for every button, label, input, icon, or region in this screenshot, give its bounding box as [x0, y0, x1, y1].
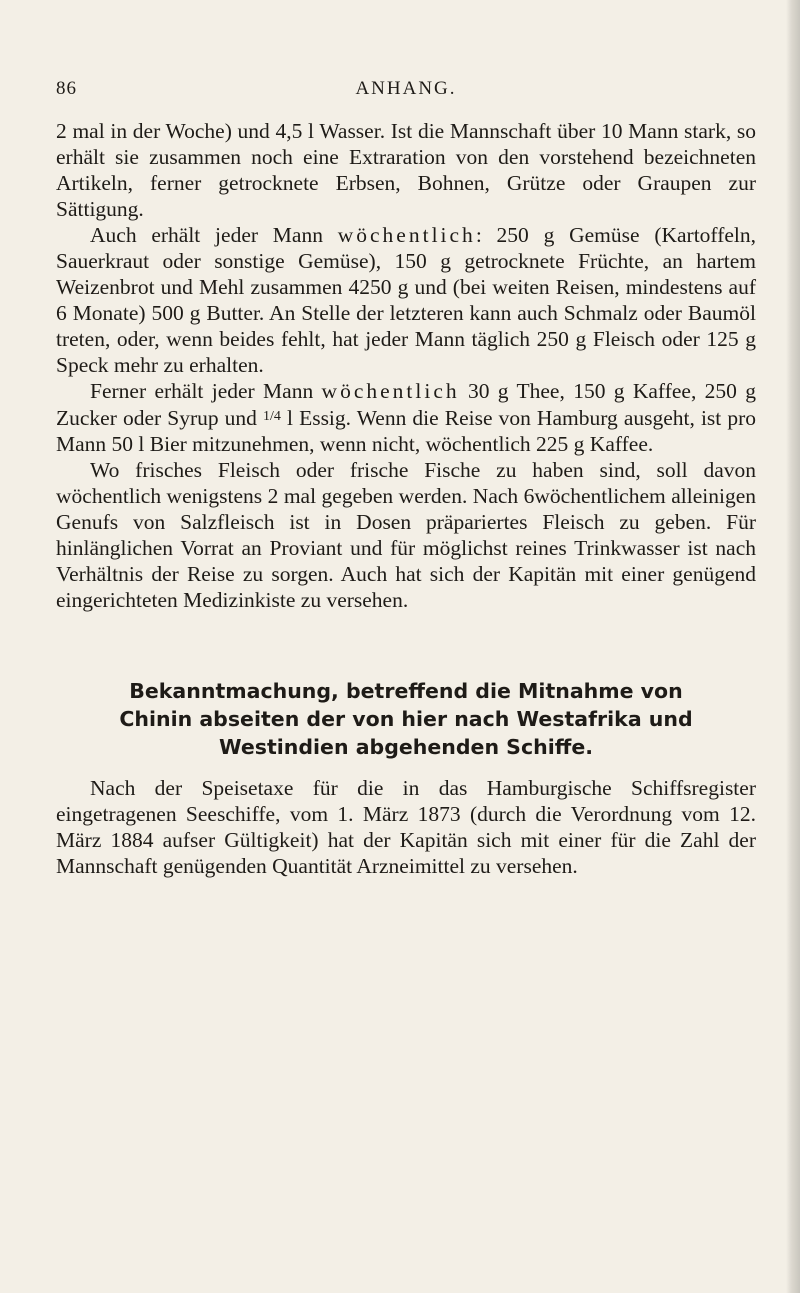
page-number: 86	[56, 78, 77, 99]
paragraph-3-rest: l Essig. Wenn die Reise von Hamburg ausgeht, ist pro Mann 50 l Bier mitzunehmen, wenn nicht, wöchentlich 225 g Kaffee.	[56, 406, 757, 456]
paragraph-3-mid: 30 g Thee, 150 g Kaffee, 250 g Zucker oder Syrup und	[56, 379, 757, 430]
paragraph-2	[56, 222, 756, 378]
section-heading-line-1: Bekanntmachung, betreffend die Mitnahme von	[129, 679, 683, 703]
book-page	[56, 0, 756, 879]
paragraph-3	[56, 378, 756, 457]
paragraph-2-emphasis: wöchentlich	[337, 223, 476, 247]
paragraph-3-start: Ferner erhält jeder Mann	[90, 379, 314, 403]
fraction-quarter: 1/4	[263, 409, 281, 424]
paragraph-2-start: Auch erhält jeder Mann	[90, 223, 323, 247]
section-heading-line-3: Westindien abgehenden Schiffe.	[218, 735, 594, 759]
paragraph-3-emphasis: wöchentlich	[321, 379, 460, 403]
section-heading-line-2: Chinin abseiten der von hier nach Westafrika und	[119, 707, 693, 731]
page-edge-shadow	[786, 0, 800, 1293]
section-body	[56, 775, 756, 879]
paragraph-2-rest: : 250 g Gemüse (Kartoffeln, Sauerkraut oder sonstige Gemüse), 150 g getrocknete Früchte, an hartem Weizenbrot und Mehl zusammen 4250 g und (bei weiten Reisen, mindestens auf 6 Monate) 500 g Butter. An Stelle der letzteren kann auch Schmalz oder Baumöl treten, oder, wenn beides fehlt, hat jeder Mann täglich 250 g Fleisch oder 125 g Speck mehr zu erhalten.	[56, 223, 757, 377]
page-header	[56, 78, 756, 118]
paragraph-4: Wo frisches Fleisch oder frische Fische zu haben sind, soll davon wöchentlich wenigstens 2 mal gegeben werden. Nach 6wöchentlichem alleinigen Genufs von Salzfleisch ist in Dosen präpariertes Fleisch zu geben. Für hinlänglichen Vorrat an Proviant und für möglichst reines Trinkwasser ist nach Verhältnis der Reise zu sorgen. Auch hat sich der Kapitän mit einer genügend eingerichteten Medizinkiste zu versehen.	[56, 458, 756, 612]
section-heading	[56, 677, 756, 761]
running-title: ANHANG.	[355, 78, 457, 99]
section-paragraph-1: Nach der Speisetaxe für die in das Hamburgische Schiffsregister eingetragenen Seeschiffe, vom 1. März 1873 (durch die Verordnung vom 12. März 1884 aufser Gültigkeit) hat der Kapitän sich mit einer für die Zahl der Mannschaft genügenden Quantität Arzneimittel zu versehen.	[56, 776, 756, 878]
body-text	[56, 118, 756, 613]
paragraph-1: 2 mal in der Woche) und 4,5 l Wasser. Ist die Mannschaft über 10 Mann stark, so erhält sie zusammen noch eine Extraration von den vorstehend bezeichneten Artikeln, ferner getrocknete Erbsen, Bohnen, Grütze oder Graupen zur Sättigung.	[56, 119, 756, 221]
